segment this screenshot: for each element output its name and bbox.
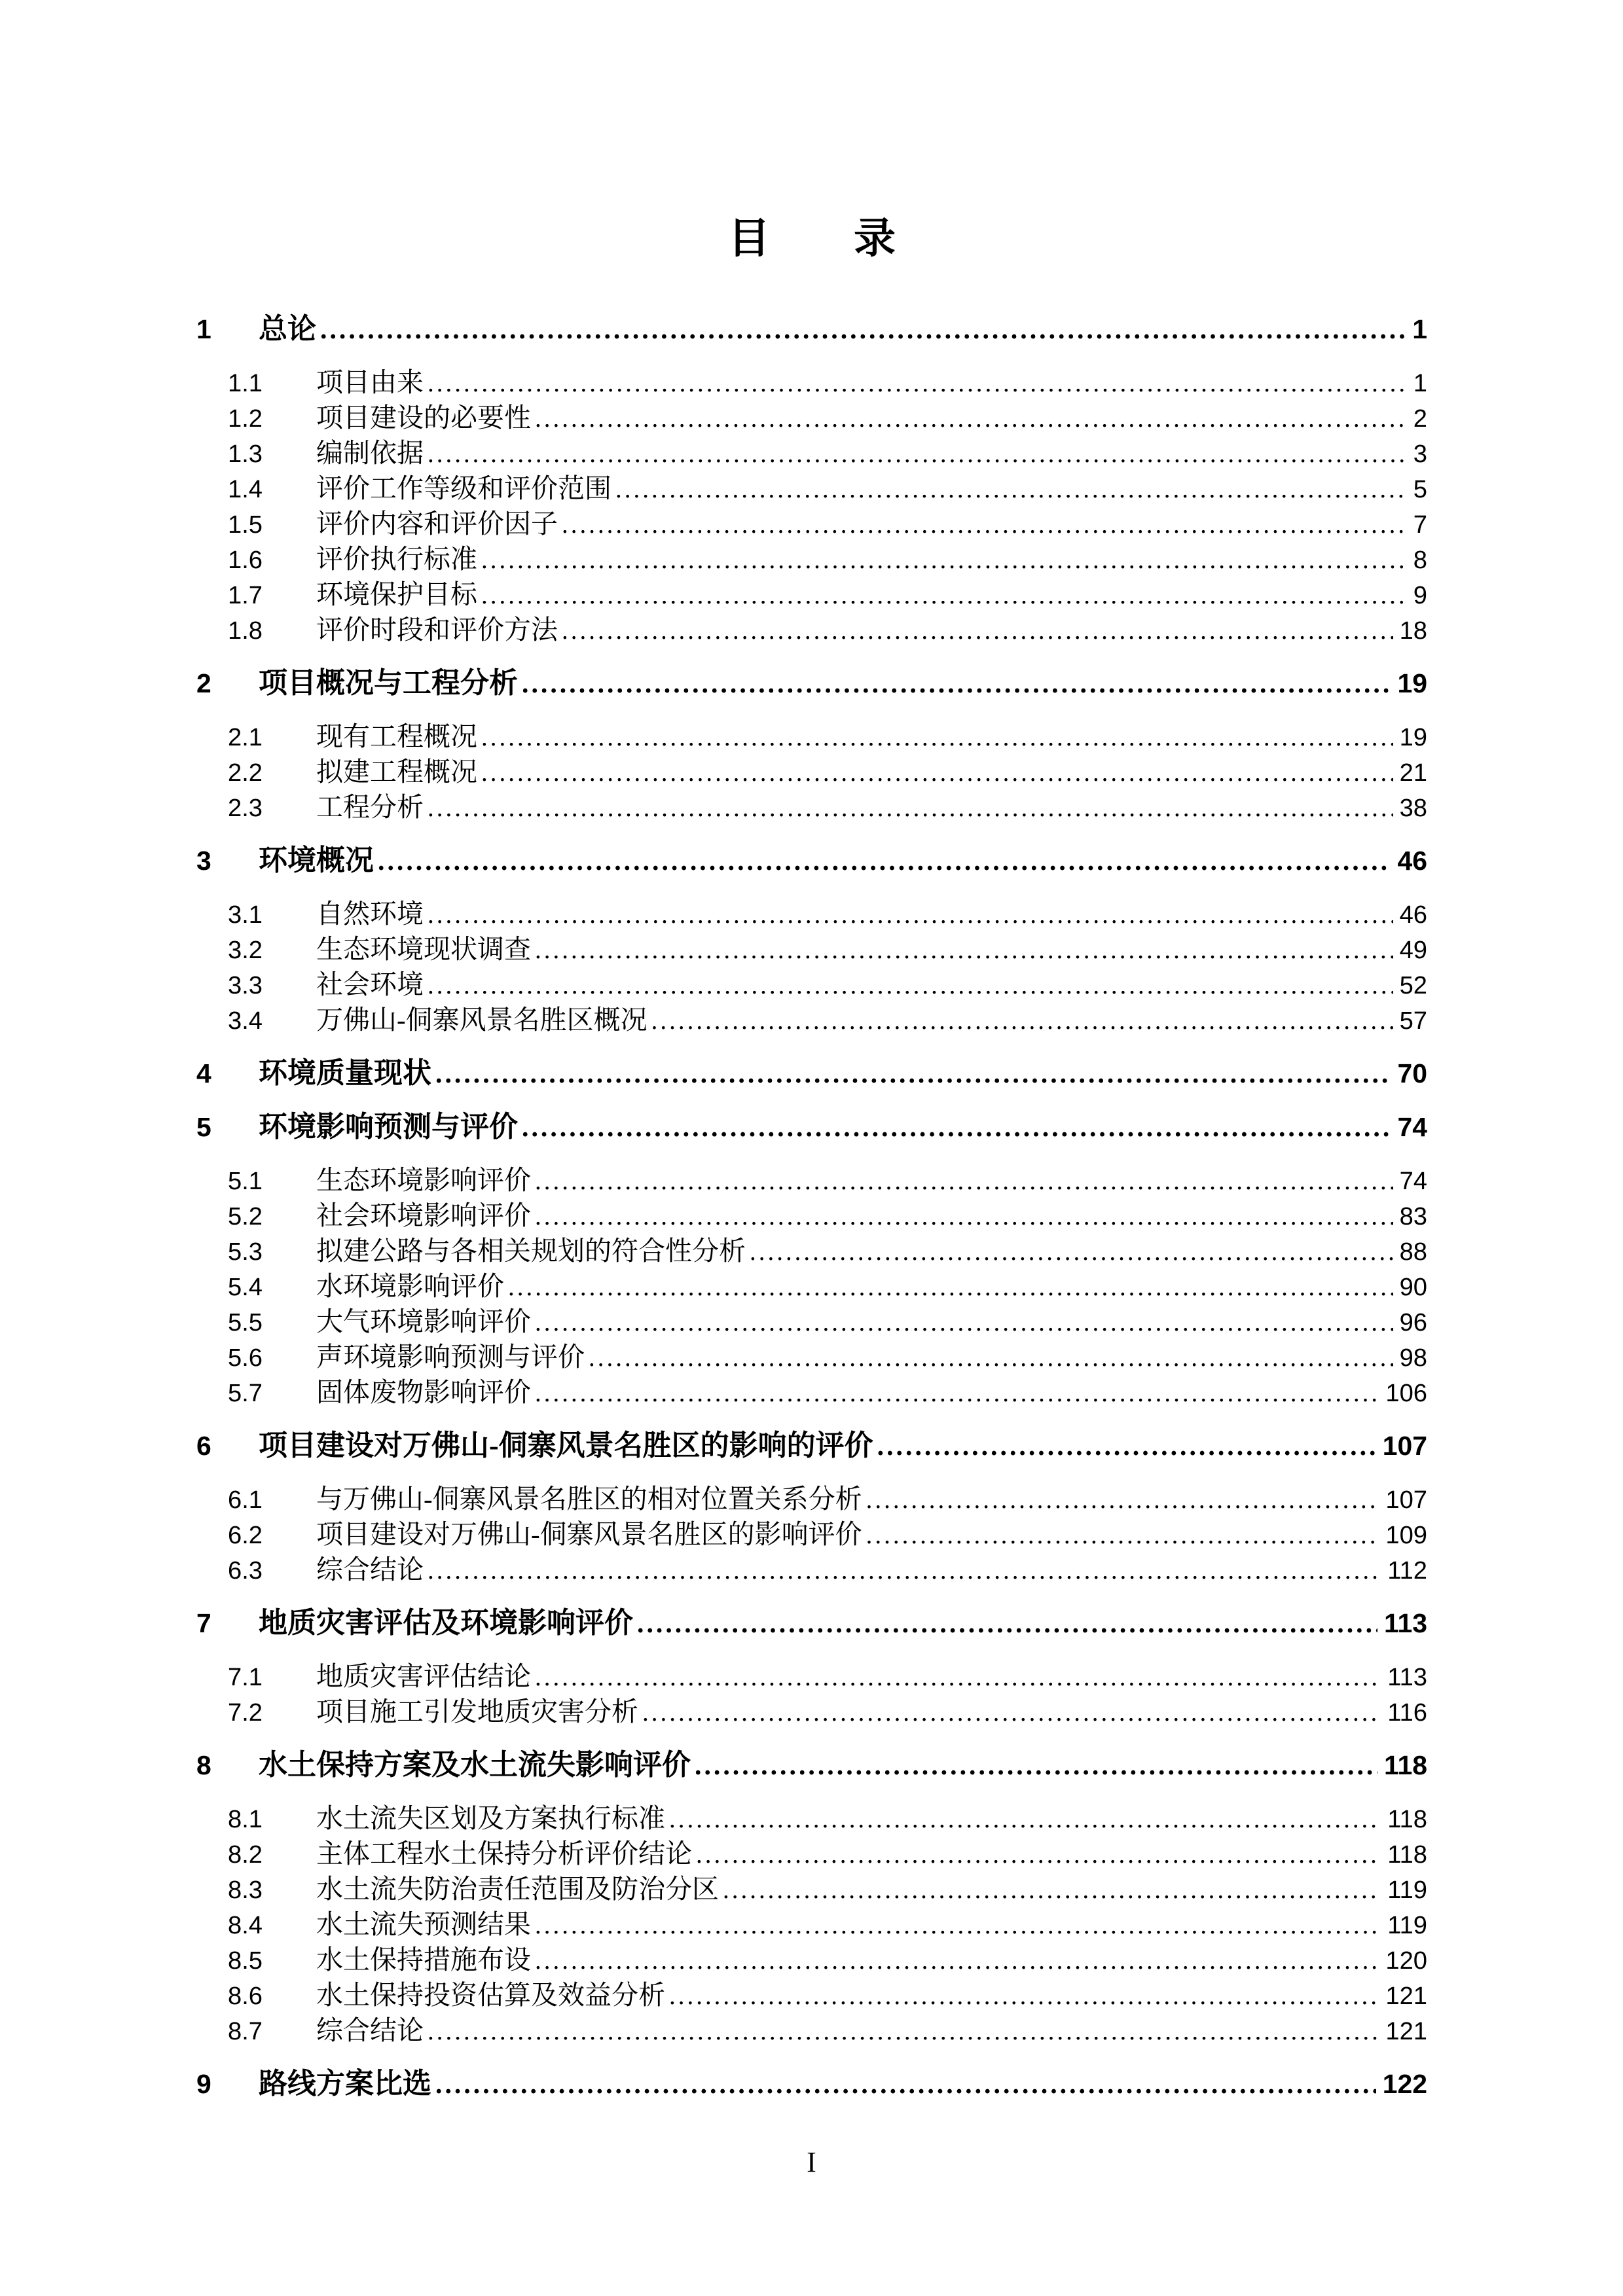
toc-entry-number: 2.3: [228, 794, 263, 822]
toc-entry-page: 88: [1399, 1238, 1427, 1266]
dot-leader: [535, 1907, 1381, 1943]
toc-entry-number: 2: [196, 668, 211, 698]
dot-leader: [428, 897, 1393, 932]
toc-entry-number: 5.7: [228, 1379, 263, 1407]
toc-entry-number: 8.5: [228, 1946, 263, 1975]
dot-leader: [535, 1659, 1381, 1695]
toc-entry-title: 评价工作等级和评价范围: [316, 473, 611, 503]
toc-entry-page: 74: [1399, 1167, 1427, 1195]
toc-entry-number: 1.2: [228, 404, 263, 433]
toc-entry-page: 74: [1397, 1112, 1427, 1142]
toc-entry-title: 地质灾害评估及环境影响评价: [259, 1607, 633, 1639]
toc-entry[interactable]: [196, 666, 1427, 702]
toc-entry-number: 3: [196, 846, 211, 876]
toc-entry-page: 52: [1399, 971, 1427, 999]
dot-leader: [669, 1801, 1381, 1837]
dot-leader: [535, 932, 1393, 967]
toc-entry-page: 5: [1413, 475, 1427, 503]
toc-entry-number: 6.1: [228, 1486, 263, 1514]
dot-leader: [535, 401, 1407, 436]
toc-entry-number: 5.3: [228, 1238, 263, 1266]
toc-entry-page: 107: [1385, 1486, 1427, 1514]
toc-entry-page: 109: [1385, 1521, 1427, 1549]
toc-entry-page: 113: [1384, 1608, 1427, 1638]
toc-entry-number: 9: [196, 2069, 211, 2099]
toc-entry-page: 1: [1412, 314, 1427, 344]
toc-entry[interactable]: [228, 1163, 1427, 1198]
dot-leader: [435, 1056, 1391, 1092]
toc-entry-number: 6.3: [228, 1556, 263, 1585]
toc-entry-page: 118: [1384, 1750, 1427, 1780]
toc-entry-number: 2.2: [228, 759, 263, 787]
toc-entry-title: 总论: [259, 313, 316, 345]
dot-leader: [877, 1428, 1376, 1464]
toc-entry[interactable]: [228, 1801, 1427, 1837]
toc-entry-number: 8.1: [228, 1805, 263, 1833]
toc-entry[interactable]: [228, 1234, 1427, 1269]
dot-leader: [481, 577, 1407, 613]
toc-entry[interactable]: [228, 1375, 1427, 1410]
toc-entry-title: 大气环境影响评价: [316, 1306, 531, 1336]
toc-entry-title: 综合结论: [316, 2015, 424, 2045]
toc-entry[interactable]: [228, 790, 1427, 825]
toc-entry-number: 3.1: [228, 901, 263, 929]
toc-entry[interactable]: [196, 1428, 1427, 1464]
footer-page-number: I: [807, 2146, 816, 2178]
toc-entry-page: 3: [1413, 440, 1427, 468]
toc-entry-page: 19: [1397, 668, 1427, 698]
toc-entry-page: 46: [1397, 846, 1427, 876]
toc-entry-number: 5: [196, 1112, 211, 1142]
toc-entry-page: 119: [1387, 1911, 1427, 1939]
toc-entry[interactable]: [228, 365, 1427, 401]
dot-leader: [320, 312, 1406, 348]
toc-entry[interactable]: [228, 436, 1427, 471]
dot-leader: [481, 542, 1407, 577]
toc-entry[interactable]: [228, 1872, 1427, 1907]
toc-entry-number: 5.4: [228, 1273, 263, 1301]
toc-entry-title: 固体废物影响评价: [316, 1377, 531, 1407]
toc-entry-page: 106: [1385, 1379, 1427, 1407]
toc-entry-page: 121: [1385, 2017, 1427, 2045]
toc-entry-page: 19: [1399, 723, 1427, 751]
toc-entry-title: 评价内容和评价因子: [316, 509, 558, 539]
toc-entry-number: 6: [196, 1431, 211, 1461]
toc-entry-title: 环境影响预测与评价: [259, 1111, 518, 1143]
toc-entry[interactable]: [196, 1109, 1427, 1145]
toc-entry-title: 地质灾害评估结论: [316, 1661, 531, 1691]
dot-leader: [428, 967, 1393, 1003]
dot-leader: [615, 471, 1407, 507]
toc-entry-page: 118: [1387, 1840, 1427, 1869]
toc-entry-number: 3.4: [228, 1007, 263, 1035]
dot-leader: [428, 365, 1407, 401]
dot-leader: [866, 1517, 1379, 1552]
toc-entry-title: 现有工程概况: [316, 721, 477, 751]
toc-entry-number: 1: [196, 314, 211, 344]
toc-entry[interactable]: [228, 1304, 1427, 1340]
toc-entry-number: 1.5: [228, 511, 263, 539]
toc-entry-page: 122: [1382, 2069, 1427, 2099]
toc-entry[interactable]: [228, 401, 1427, 436]
toc-entry[interactable]: [228, 1552, 1427, 1588]
toc-entry-title: 社会环境: [316, 969, 424, 999]
toc-entry-page: 1: [1413, 369, 1427, 397]
toc-entry-page: 70: [1397, 1058, 1427, 1088]
toc-entry[interactable]: [228, 1907, 1427, 1943]
dot-leader: [435, 2066, 1376, 2102]
toc-entry-number: 7.1: [228, 1663, 263, 1691]
toc-entry[interactable]: [228, 1340, 1427, 1375]
dot-leader: [866, 1482, 1379, 1517]
toc-entry-page: 98: [1399, 1344, 1427, 1372]
dot-leader: [428, 436, 1407, 471]
dot-leader: [695, 1748, 1377, 1784]
toc-entry-number: 6.2: [228, 1521, 263, 1549]
toc-entry-title: 项目概况与工程分析: [259, 667, 518, 699]
toc-entry-number: 1.1: [228, 369, 263, 397]
toc-entry-page: 83: [1399, 1202, 1427, 1230]
dot-leader: [428, 2013, 1379, 2049]
toc-entry[interactable]: [196, 843, 1427, 879]
dot-leader: [522, 1109, 1391, 1145]
dot-leader: [378, 843, 1391, 879]
toc-entry-page: 2: [1413, 404, 1427, 433]
toc-entry[interactable]: [228, 577, 1427, 613]
toc-entry-number: 8.3: [228, 1876, 263, 1904]
toc-entry[interactable]: [228, 755, 1427, 790]
toc-entry-page: 8: [1413, 546, 1427, 574]
toc-entry-number: 1.3: [228, 440, 263, 468]
toc-entry-page: 7: [1413, 511, 1427, 539]
dot-leader: [428, 790, 1393, 825]
toc-entry-title: 环境概况: [259, 844, 374, 876]
page-title: 目 录: [728, 215, 896, 262]
toc-entry-number: 8.6: [228, 1982, 263, 2010]
toc-entry-page: 116: [1387, 1698, 1427, 1727]
toc-entry[interactable]: [228, 507, 1427, 542]
toc-entry-title: 与万佛山-侗寨风景名胜区的相对位置关系分析: [316, 1484, 862, 1514]
dot-leader: [481, 719, 1393, 755]
toc-entry-title: 水土保持投资估算及效益分析: [316, 1980, 665, 2010]
dot-leader: [750, 1234, 1393, 1269]
dot-leader: [669, 1978, 1379, 2013]
toc-entry-title: 万佛山-侗寨风景名胜区概况: [316, 1005, 647, 1035]
toc-entry[interactable]: [228, 1198, 1427, 1234]
dot-leader: [651, 1003, 1393, 1038]
toc-entry-page: 113: [1387, 1663, 1427, 1691]
toc-entry-page: 38: [1399, 794, 1427, 822]
toc-entry-title: 生态环境影响评价: [316, 1165, 531, 1195]
toc-entry-title: 路线方案比选: [259, 2068, 431, 2100]
toc-entry-title: 拟建公路与各相关规划的符合性分析: [316, 1236, 746, 1266]
toc-entry-page: 118: [1387, 1805, 1427, 1833]
dot-leader: [562, 507, 1407, 542]
toc-entry-number: 1.4: [228, 475, 263, 503]
toc-entry[interactable]: [228, 1659, 1427, 1695]
toc-entry-title: 社会环境影响评价: [316, 1200, 531, 1230]
toc-entry-title: 水土流失区划及方案执行标准: [316, 1803, 665, 1833]
toc-entry[interactable]: [228, 1978, 1427, 2013]
toc-entry-number: 8.7: [228, 2017, 263, 2045]
dot-leader: [642, 1695, 1381, 1730]
dot-leader: [428, 1552, 1381, 1588]
toc-entry-number: 5.5: [228, 1308, 263, 1336]
table-of-contents: [196, 312, 1427, 2102]
toc-entry-title: 水土流失防治责任范围及防治分区: [316, 1874, 719, 1904]
dot-leader: [696, 1837, 1381, 1872]
toc-entry-number: 8: [196, 1750, 211, 1780]
toc-entry-title: 主体工程水土保持分析评价结论: [316, 1839, 692, 1869]
toc-entry-number: 1.6: [228, 546, 263, 574]
toc-entry-page: 9: [1413, 581, 1427, 609]
toc-entry-title: 环境质量现状: [259, 1057, 431, 1089]
toc-entry-page: 21: [1399, 759, 1427, 787]
toc-entry-number: 7: [196, 1608, 211, 1638]
toc-entry[interactable]: [228, 719, 1427, 755]
toc-entry[interactable]: [228, 1695, 1427, 1730]
toc-entry-page: 96: [1399, 1308, 1427, 1336]
toc-entry-title: 项目由来: [316, 367, 424, 397]
toc-entry-title: 编制依据: [316, 438, 424, 468]
dot-leader: [589, 1340, 1393, 1375]
toc-entry-title: 项目建设对万佛山-侗寨风景名胜区的影响的评价: [259, 1429, 873, 1462]
dot-leader: [535, 1163, 1393, 1198]
toc-entry[interactable]: [228, 1482, 1427, 1517]
toc-entry-title: 拟建工程概况: [316, 757, 477, 787]
toc-entry-number: 3.3: [228, 971, 263, 999]
toc-entry[interactable]: [196, 1748, 1427, 1784]
toc-entry-page: 121: [1385, 1982, 1427, 2010]
dot-leader: [535, 1375, 1379, 1410]
toc-entry-number: 8.2: [228, 1840, 263, 1869]
toc-entry-title: 项目施工引发地质灾害分析: [316, 1696, 638, 1727]
toc-entry[interactable]: [196, 1056, 1427, 1092]
dot-leader: [562, 613, 1393, 648]
toc-entry-title: 评价时段和评价方法: [316, 615, 558, 645]
toc-entry-title: 声环境影响预测与评价: [316, 1342, 585, 1372]
toc-entry-title: 水土流失预测结果: [316, 1909, 531, 1939]
toc-entry[interactable]: [228, 1837, 1427, 1872]
toc-entry-title: 自然环境: [316, 899, 424, 929]
toc-entry-number: 1.8: [228, 617, 263, 645]
toc-entry[interactable]: [228, 1943, 1427, 1978]
toc-entry-title: 项目建设的必要性: [316, 403, 531, 433]
toc-entry[interactable]: [228, 1269, 1427, 1304]
dot-leader: [535, 1304, 1393, 1340]
toc-entry-page: 46: [1399, 901, 1427, 929]
toc-entry-number: 5.6: [228, 1344, 263, 1372]
toc-entry-number: 1.7: [228, 581, 263, 609]
toc-entry[interactable]: [228, 1517, 1427, 1552]
toc-entry-page: 107: [1382, 1431, 1427, 1461]
toc-entry[interactable]: [228, 967, 1427, 1003]
toc-entry-title: 环境保护目标: [316, 579, 477, 609]
toc-entry[interactable]: [228, 1003, 1427, 1038]
toc-entry-title: 工程分析: [316, 792, 424, 822]
toc-entry-number: 4: [196, 1058, 211, 1088]
toc-entry-title: 评价执行标准: [316, 544, 477, 574]
toc-entry-page: 49: [1399, 936, 1427, 964]
toc-entry-number: 8.4: [228, 1911, 263, 1939]
dot-leader: [481, 755, 1393, 790]
toc-entry-number: 3.2: [228, 936, 263, 964]
toc-entry-title: 水环境影响评价: [316, 1271, 504, 1301]
toc-entry-number: 7.2: [228, 1698, 263, 1727]
toc-entry-page: 90: [1399, 1273, 1427, 1301]
toc-entry-number: 5.2: [228, 1202, 263, 1230]
toc-entry[interactable]: [228, 932, 1427, 967]
toc-entry-title: 项目建设对万佛山-侗寨风景名胜区的影响评价: [316, 1519, 862, 1549]
dot-leader: [535, 1198, 1393, 1234]
toc-entry[interactable]: [228, 897, 1427, 932]
toc-entry-number: 2.1: [228, 723, 263, 751]
toc-entry[interactable]: [196, 2066, 1427, 2102]
toc-entry-page: 18: [1399, 617, 1427, 645]
toc-entry-page: 57: [1399, 1007, 1427, 1035]
toc-entry[interactable]: [196, 312, 1427, 348]
toc-entry-page: 112: [1387, 1556, 1427, 1585]
toc-entry[interactable]: [228, 613, 1427, 648]
toc-entry[interactable]: [228, 2013, 1427, 2049]
dot-leader: [535, 1943, 1379, 1978]
dot-leader: [637, 1605, 1377, 1641]
toc-entry-title: 综合结论: [316, 1554, 424, 1585]
toc-entry[interactable]: [228, 542, 1427, 577]
dot-leader: [723, 1872, 1381, 1907]
toc-entry[interactable]: [196, 1605, 1427, 1641]
toc-entry-title: 水土保持措施布设: [316, 1945, 531, 1975]
toc-entry-title: 生态环境现状调查: [316, 934, 531, 964]
toc-entry-page: 120: [1385, 1946, 1427, 1975]
toc-entry-title: 水土保持方案及水土流失影响评价: [259, 1749, 691, 1781]
dot-leader: [522, 666, 1391, 702]
toc-entry[interactable]: [228, 471, 1427, 507]
toc-entry-number: 5.1: [228, 1167, 263, 1195]
toc-entry-page: 119: [1387, 1876, 1427, 1904]
dot-leader: [508, 1269, 1393, 1304]
